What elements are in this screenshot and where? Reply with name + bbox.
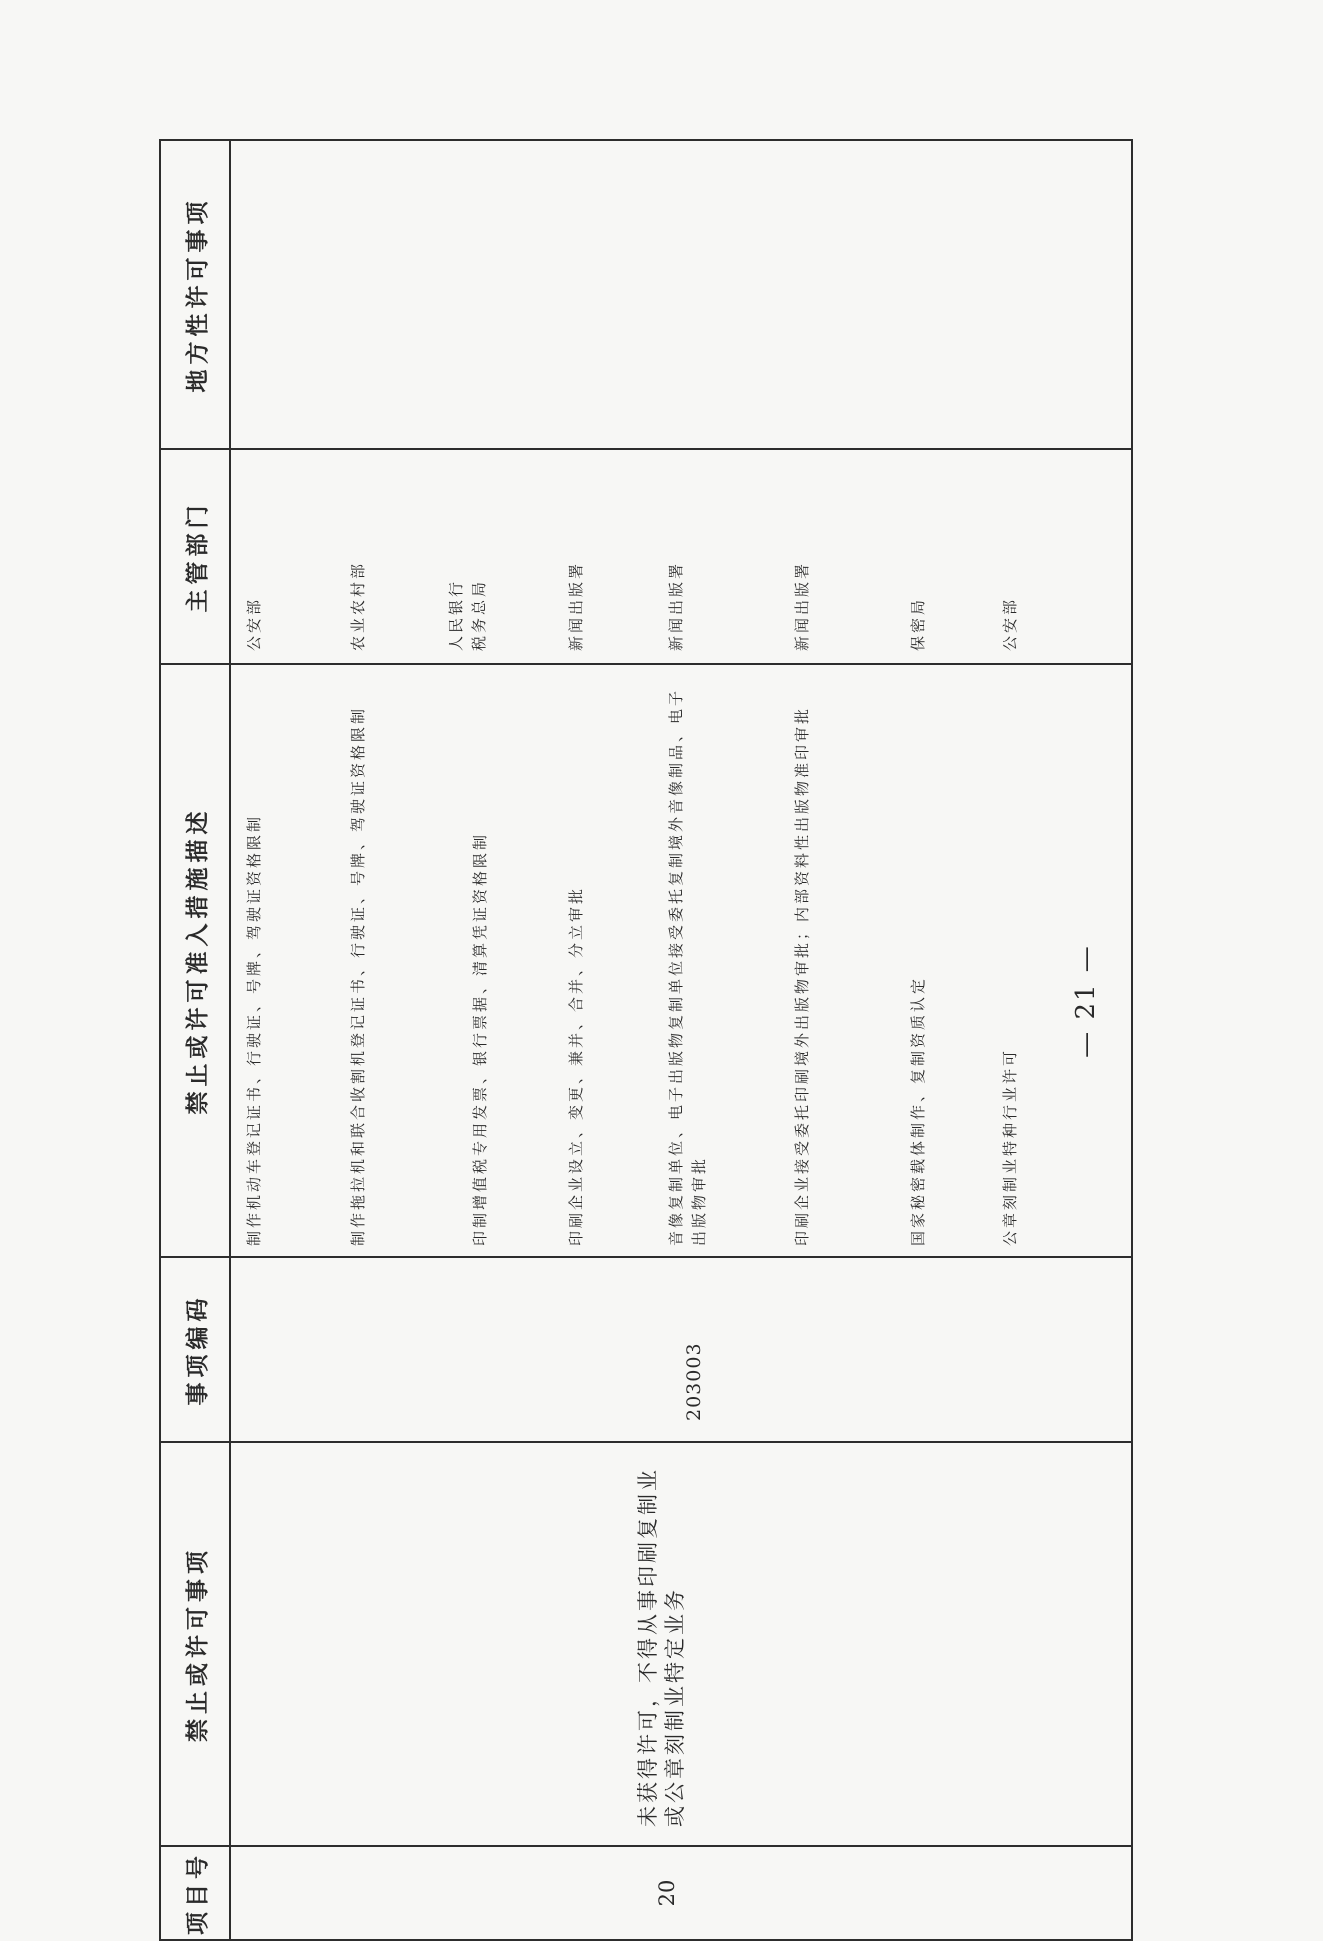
- header-item: 禁止或许可事项: [160, 1442, 230, 1846]
- measure-description: 印制增值税专用发票、银行票据、清算凭证资格限制: [471, 831, 489, 1246]
- measure-description: 音像复制单位、电子出版物复制单位接受委托复制境外音像制品、电子出版物审批: [667, 687, 708, 1246]
- department: 新闻出版署: [567, 560, 585, 651]
- item-name: 未获得许可，不得从事印刷复制业或公章刻制业特定业务: [636, 1467, 687, 1827]
- department: 农业农村部: [349, 560, 367, 651]
- header-description: 禁止或许可准入措施描述: [160, 664, 230, 1257]
- measure-description: 国家秘密载体制作、复制资质认定: [909, 975, 927, 1246]
- measure-description: 制作拖拉机和联合收割机登记证书、行驶证、号牌、驾驶证资格限制: [349, 705, 367, 1246]
- department: 新闻出版署: [667, 560, 685, 651]
- table-header-row: [160, 140, 230, 1940]
- department: 新闻出版署: [793, 560, 811, 651]
- department: 公安部: [1001, 596, 1019, 651]
- local-permit-cell: [230, 140, 1132, 449]
- department: 人民银行 税务总局: [447, 578, 488, 651]
- measure-description: 公章刻制业特种行业许可: [1001, 1047, 1019, 1246]
- item-code: 203003: [683, 1342, 705, 1421]
- measure-description: 印刷企业接受委托印刷境外出版物审批；内部资料性出版物准印审批: [793, 705, 811, 1246]
- department: 公安部: [245, 596, 263, 651]
- project-no-cell: [230, 1846, 1132, 1940]
- description-cell: [230, 664, 1132, 1257]
- permit-table: [159, 139, 1133, 1941]
- measure-description: 制作机动车登记证书、行驶证、号牌、驾驶证资格限制: [245, 813, 263, 1246]
- header-local: 地方性许可事项: [160, 140, 230, 449]
- department-cell: [230, 449, 1132, 664]
- item-cell: [230, 1442, 1132, 1846]
- header-department: 主管部门: [160, 449, 230, 664]
- table-row: [230, 140, 1132, 1940]
- measure-description: 印刷企业设立、变更、兼并、合并、分立审批: [567, 885, 585, 1246]
- page-number: — 21 —: [1071, 944, 1101, 1058]
- header-project-no: 项目号: [160, 1846, 230, 1940]
- rotated-page-content: [159, 196, 1130, 1941]
- project-no: 20: [655, 1879, 679, 1907]
- code-cell: [230, 1257, 1132, 1442]
- department: 保密局: [909, 596, 927, 651]
- header-code: 事项编码: [160, 1257, 230, 1442]
